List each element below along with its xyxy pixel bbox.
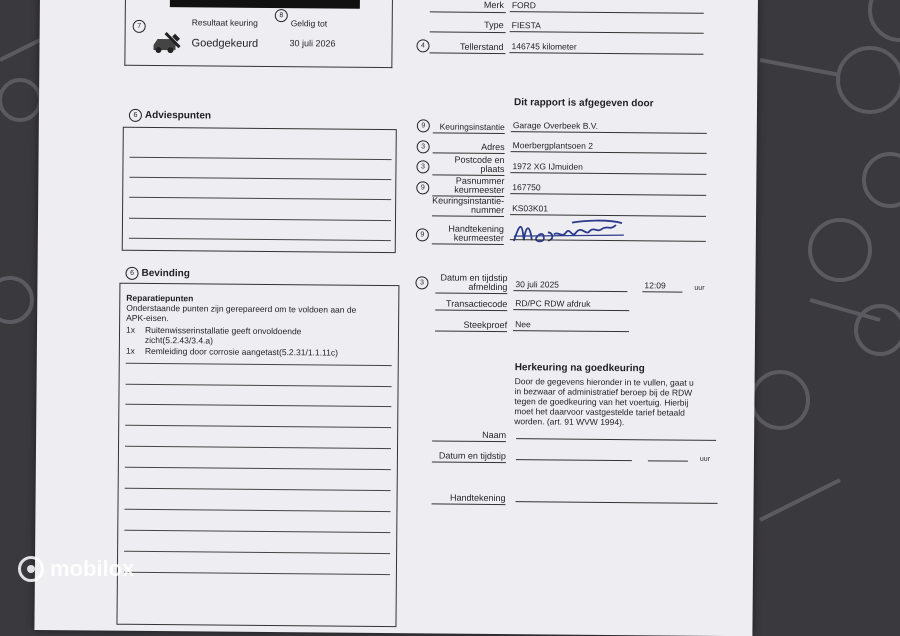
merk-value: FORD [511,0,537,11]
adres-value: Moerbergplantsoen 2 [512,140,594,151]
form-line [435,309,507,311]
herkeuring-text-4: moet het daarvoor vastgestelde tarief betaald [514,406,685,418]
datum-afmelding-value: 30 juli 2025 [515,279,559,290]
form-line [429,52,505,54]
pasnummer-label-2: keurmeester [454,184,505,196]
uur-label: uur [694,284,705,292]
pasnummer-label-1: Pasnummer [455,175,505,187]
reparatie-title: Reparatiepunten [126,292,194,304]
item-2-qty: 1x [125,345,135,356]
reparatie-intro-2: APK-eisen. [126,312,169,324]
number-3-afmelding: 3 [415,276,428,289]
form-line [432,243,504,245]
form-line [511,131,707,134]
form-line [430,11,506,13]
transactiecode-value: RD/PC RDW afdruk [515,298,591,309]
item-1-line-2: zicht(5.2.43/3.4.a) [144,334,214,346]
form-line [509,52,703,55]
herkeuring-text-5: worden. (art. 91 WVW 1994). [514,416,625,428]
herkeuring-handtekening-label: Handtekening [449,492,506,504]
postcode-label-2: plaats [480,163,505,175]
number-9-pasnummer: 9 [416,181,429,194]
resultaat-value: Goedgekeurd [191,37,259,50]
herkeuring-uur-label: uur [699,455,711,463]
issuer-heading: Dit rapport is afgegeven door [513,97,654,110]
type-label: Type [484,19,504,31]
form-line [510,193,706,196]
form-line [511,151,707,154]
form-line [513,290,627,292]
keuringsinstantie-value: Garage Overbeek B.V. [512,120,599,131]
form-line [432,461,506,463]
number-3-adres: 3 [417,140,430,153]
form-line [432,215,504,217]
handtekening-label-2: keurmeester [453,232,504,244]
signature-image [512,216,632,247]
herkeuring-text-3: tegen de goedkeuring van het voertuig. Hierbij [514,396,689,408]
herkeuring-handtekening-field[interactable] [516,501,718,504]
type-value: FIESTA [511,20,541,31]
form-line [432,503,506,505]
keuringsinstantie-label: Keuringsinstantie [439,121,505,133]
adviespunten-box [122,127,397,253]
number-6-advies: 6 [129,109,142,122]
apk-report-paper [34,0,758,636]
herkeuring-datum-label: Datum en tijdstip [438,450,506,462]
merk-label: Merk [483,0,504,11]
steekproef-value: Nee [515,319,531,330]
tellerstand-value: 146745 kilometer [511,41,577,52]
bevinding-title: Bevinding [141,267,190,280]
form-line [510,11,704,14]
mobilox-logo-icon [18,556,44,582]
form-line [642,291,682,292]
resultaat-label: Resultaat keuring [191,17,258,28]
number-4-tellerstand: 4 [416,39,429,52]
tellerstand-label: Tellerstand [459,41,504,53]
number-9-handtekening: 9 [416,228,429,241]
form-line [513,330,629,332]
form-line [510,172,706,175]
form-line [435,330,507,332]
geldig-label: Geldig tot [290,18,328,29]
naam-field[interactable] [516,438,716,441]
transactiecode-label: Transactiecode [446,298,508,310]
form-line [432,440,506,442]
herkeuring-title: Herkeuring na goedkeuring [514,362,645,375]
herkeuring-text-1: Door de gegevens hieronder in te vullen, gaat u [514,376,694,388]
reparatie-intro-1: Onderstaande punten zijn gerepareerd om te voldoen aan de [126,302,357,315]
geldig-value: 30 juli 2026 [289,38,336,49]
number-9-instantie: 9 [417,119,430,132]
car-inspection-icon [149,31,181,53]
instantienr-label-1: Keuringsinstantie- [432,195,505,207]
instantienr-value: KS03K01 [512,203,549,214]
number-6-bevinding: 6 [125,267,138,280]
steekproef-label: Steekproef [463,319,508,331]
adres-label: Adres [481,141,505,153]
adviespunten-title: Adviespunten [144,109,212,122]
tijd-afmelding-value: 12:09 [644,280,666,291]
number-8: 8 [275,9,288,22]
naam-label: Naam [482,429,507,441]
mobilox-watermark [18,556,134,582]
form-line [435,292,507,294]
number-3-postcode: 3 [416,160,429,173]
postcode-label-1: Postcode en [454,154,505,166]
datum-afmelding-label-2: afmelding [468,281,508,293]
form-line [433,132,505,134]
pasnummer-value: 167750 [512,182,541,193]
form-line [513,309,629,311]
number-7: 7 [133,20,146,33]
form-line [430,31,506,33]
item-1-line-1: Ruitenwisserinstallatie geeft onvoldoende [144,324,302,337]
item-1-qty: 1x [125,324,136,335]
herkeuring-tijd-field[interactable] [648,460,688,461]
watermark-text: mobilox [50,556,135,581]
item-2-line-1: Remleiding door corrosie aangetast(5.2.31/1.1.11c) [144,345,338,358]
form-line [510,31,704,34]
herkeuring-text-2: in bezwaar of administratief beroep bij de RDW [514,386,693,398]
datum-afmelding-label-1: Datum en tijdstip [440,272,508,284]
instantienr-label-2: nummer [471,204,505,216]
postcode-value: 1972 XG IJmuiden [512,161,583,172]
handtekening-label-1: Handtekening [448,223,504,235]
herkeuring-datum-field[interactable] [516,459,632,461]
